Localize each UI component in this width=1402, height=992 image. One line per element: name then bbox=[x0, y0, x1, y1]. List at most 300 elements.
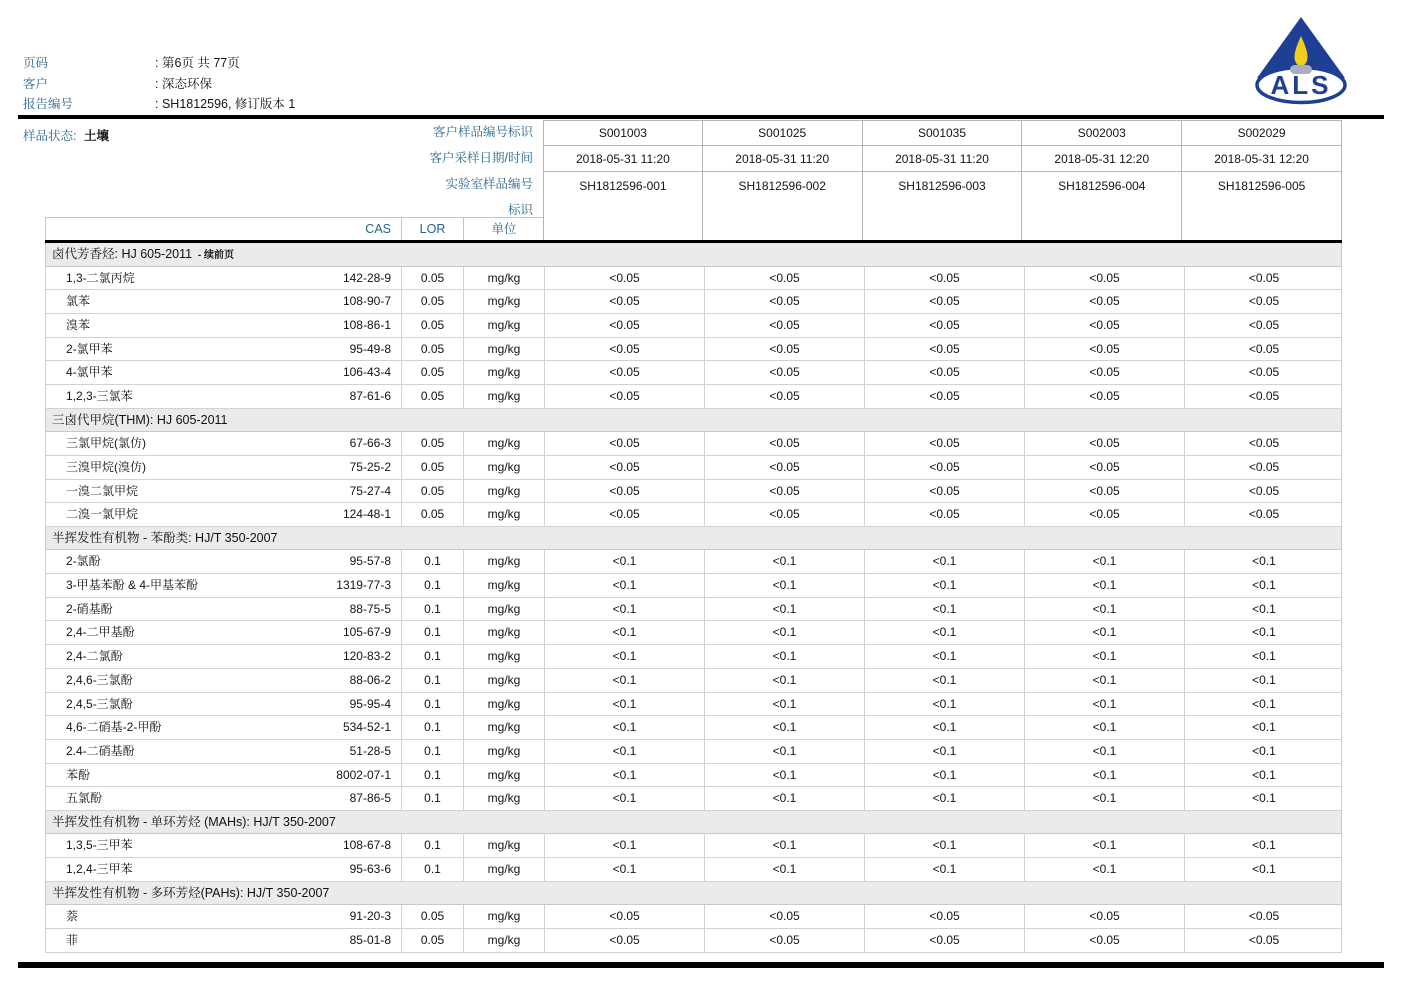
result-value: <0.05 bbox=[704, 338, 864, 361]
analyte-cell bbox=[46, 361, 401, 384]
result-value: <0.05 bbox=[544, 290, 704, 313]
lor-value: 0.05 bbox=[401, 385, 463, 408]
section-header bbox=[45, 811, 1342, 835]
cas-number: 124-48-1 bbox=[342, 507, 391, 522]
result-value: <0.05 bbox=[1024, 456, 1184, 479]
table-row bbox=[45, 645, 1342, 669]
result-value: <0.05 bbox=[704, 929, 864, 952]
result-value: <0.05 bbox=[544, 480, 704, 503]
result-value: <0.05 bbox=[1024, 385, 1184, 408]
page-number-value: : 第6页 共 77页 bbox=[155, 53, 240, 74]
analyte-cell bbox=[46, 693, 401, 716]
result-value: <0.1 bbox=[1184, 787, 1343, 810]
sampling-datetime: 2018-05-31 11:20 bbox=[544, 146, 702, 172]
result-value: <0.05 bbox=[1184, 480, 1343, 503]
page-number-label: 页码 bbox=[23, 56, 49, 70]
header-field-client bbox=[23, 74, 295, 95]
analyte-cell bbox=[46, 574, 401, 597]
result-value: <0.05 bbox=[544, 432, 704, 455]
lor-value: 0.05 bbox=[401, 456, 463, 479]
result-value: <0.1 bbox=[1024, 669, 1184, 692]
cas-number: 8002-07-1 bbox=[336, 767, 391, 782]
analyte-cell bbox=[46, 905, 401, 928]
analyte-name: 4,6-二硝基-2-甲酚 bbox=[66, 720, 162, 735]
lor-value: 0.05 bbox=[401, 480, 463, 503]
lab-sample-id-label: 实验室样品编号 bbox=[445, 177, 533, 191]
client-sample-id: S002029 bbox=[1182, 121, 1341, 146]
lor-value: 0.1 bbox=[401, 716, 463, 739]
result-value: <0.05 bbox=[864, 905, 1024, 928]
sample-status-value: 土壤 bbox=[83, 129, 109, 143]
lor-value: 0.1 bbox=[401, 693, 463, 716]
result-value: <0.1 bbox=[704, 621, 864, 644]
lor-value: 0.1 bbox=[401, 764, 463, 787]
result-value: <0.1 bbox=[1184, 858, 1343, 881]
result-value: <0.05 bbox=[1024, 929, 1184, 952]
lor-value: 0.1 bbox=[401, 574, 463, 597]
sample-column bbox=[863, 121, 1023, 240]
section-header bbox=[45, 527, 1342, 551]
result-value: <0.1 bbox=[1184, 740, 1343, 763]
result-value: <0.05 bbox=[1024, 267, 1184, 290]
result-value: <0.05 bbox=[704, 267, 864, 290]
analyte-name: 4-氯甲苯 bbox=[66, 365, 113, 380]
result-value: <0.05 bbox=[864, 361, 1024, 384]
result-value: <0.05 bbox=[864, 480, 1024, 503]
analyte-cell bbox=[46, 550, 401, 573]
bottom-rule bbox=[18, 962, 1384, 968]
table-row bbox=[45, 929, 1342, 953]
result-value: <0.1 bbox=[1184, 693, 1343, 716]
result-value: <0.05 bbox=[704, 385, 864, 408]
cas-number: 108-90-7 bbox=[342, 294, 391, 309]
lab-sample-id: SH1812596-001 bbox=[579, 179, 667, 193]
result-value: <0.1 bbox=[704, 787, 864, 810]
result-value: <0.1 bbox=[704, 834, 864, 857]
analyte-cell bbox=[46, 267, 401, 290]
result-value: <0.1 bbox=[1024, 621, 1184, 644]
result-value: <0.1 bbox=[1024, 858, 1184, 881]
result-value: <0.1 bbox=[864, 598, 1024, 621]
result-value: <0.05 bbox=[1024, 361, 1184, 384]
unit-value: mg/kg bbox=[463, 693, 544, 716]
result-value: <0.05 bbox=[1184, 456, 1343, 479]
result-value: <0.05 bbox=[1024, 905, 1184, 928]
lor-value: 0.05 bbox=[401, 503, 463, 526]
cas-number: 75-27-4 bbox=[349, 483, 391, 498]
result-value: <0.1 bbox=[704, 669, 864, 692]
analyte-cell bbox=[46, 929, 401, 952]
cas-number: 95-63-6 bbox=[349, 862, 391, 877]
result-value: <0.05 bbox=[1184, 314, 1343, 337]
unit-column-header: 单位 bbox=[463, 218, 544, 240]
result-value: <0.1 bbox=[704, 858, 864, 881]
client-sample-id: S001003 bbox=[544, 121, 702, 146]
unit-value: mg/kg bbox=[463, 267, 544, 290]
result-value: <0.05 bbox=[1184, 290, 1343, 313]
unit-value: mg/kg bbox=[463, 905, 544, 928]
result-value: <0.05 bbox=[544, 314, 704, 337]
client-label: 客户 bbox=[23, 76, 49, 91]
analyte-cell bbox=[46, 740, 401, 763]
cas-number: 95-57-8 bbox=[349, 554, 391, 569]
cas-number: 88-75-5 bbox=[349, 601, 391, 616]
unit-value: mg/kg bbox=[463, 669, 544, 692]
cas-column-header: CAS bbox=[365, 222, 391, 236]
analyte-name: 苯酚 bbox=[66, 767, 91, 782]
analyte-name: 3-甲基苯酚 & 4-甲基苯酚 bbox=[66, 578, 199, 593]
result-value: <0.1 bbox=[1184, 669, 1343, 692]
result-value: <0.05 bbox=[544, 929, 704, 952]
client-sample-id: S002003 bbox=[1022, 121, 1181, 146]
result-value: <0.1 bbox=[1024, 834, 1184, 857]
result-value: <0.05 bbox=[544, 456, 704, 479]
table-row bbox=[45, 550, 1342, 574]
analyte-cell bbox=[46, 432, 401, 455]
lor-value: 0.05 bbox=[401, 905, 463, 928]
analyte-cell bbox=[46, 503, 401, 526]
result-value: <0.05 bbox=[1184, 267, 1343, 290]
sampling-datetime: 2018-05-31 12:20 bbox=[1022, 146, 1181, 172]
cas-number: 85-01-8 bbox=[349, 933, 391, 947]
result-value: <0.1 bbox=[1184, 621, 1343, 644]
unit-value: mg/kg bbox=[463, 456, 544, 479]
result-value: <0.1 bbox=[1024, 764, 1184, 787]
result-value: <0.05 bbox=[704, 314, 864, 337]
result-value: <0.05 bbox=[1024, 432, 1184, 455]
result-value: <0.1 bbox=[1024, 574, 1184, 597]
analyte-name: 三氯甲烷(氯仿) bbox=[66, 436, 146, 451]
cas-number: 534-52-1 bbox=[342, 720, 391, 735]
analyte-cell bbox=[46, 716, 401, 739]
cas-number: 106-43-4 bbox=[342, 365, 391, 380]
result-value: <0.1 bbox=[864, 550, 1024, 573]
analyte-name: 2,4-二甲基酚 bbox=[66, 625, 135, 640]
table-row bbox=[45, 314, 1342, 338]
result-value: <0.05 bbox=[1184, 905, 1343, 928]
analyte-name: 1,2,3-三氯苯 bbox=[66, 388, 133, 403]
header-field-page bbox=[23, 53, 295, 74]
cas-number: 108-67-8 bbox=[342, 838, 391, 853]
result-value: <0.05 bbox=[544, 267, 704, 290]
analyte-name: 氯苯 bbox=[66, 294, 91, 309]
table-row bbox=[45, 764, 1342, 788]
section-header bbox=[45, 243, 1342, 267]
sample-status-label: 样品状态: bbox=[23, 129, 77, 143]
analyte-name: 1,3-二氯丙烷 bbox=[66, 270, 135, 285]
unit-value: mg/kg bbox=[463, 480, 544, 503]
result-value: <0.05 bbox=[864, 929, 1024, 952]
result-value: <0.1 bbox=[1024, 550, 1184, 573]
lor-column-header: LOR bbox=[401, 218, 463, 240]
table-row bbox=[45, 858, 1342, 882]
analyte-name: 2.4-二硝基酚 bbox=[66, 743, 135, 758]
cas-number: 108-86-1 bbox=[342, 317, 391, 332]
client-value: : 深态环保 bbox=[155, 74, 212, 95]
analyte-name: 2-氯酚 bbox=[66, 554, 101, 569]
unit-value: mg/kg bbox=[463, 929, 544, 952]
table-row bbox=[45, 503, 1342, 527]
analyte-name: 一溴二氯甲烷 bbox=[66, 483, 139, 498]
analyte-cell bbox=[46, 456, 401, 479]
lor-value: 0.1 bbox=[401, 834, 463, 857]
table-row bbox=[45, 267, 1342, 291]
result-value: <0.1 bbox=[1024, 740, 1184, 763]
unit-value: mg/kg bbox=[463, 361, 544, 384]
logo-text: ALS bbox=[1270, 70, 1332, 100]
unit-value: mg/kg bbox=[463, 787, 544, 810]
table-row bbox=[45, 432, 1342, 456]
result-value: <0.1 bbox=[864, 716, 1024, 739]
unit-value: mg/kg bbox=[463, 314, 544, 337]
lor-value: 0.05 bbox=[401, 432, 463, 455]
analyte-cell bbox=[46, 290, 401, 313]
cas-number: 95-49-8 bbox=[349, 341, 391, 356]
result-value: <0.05 bbox=[704, 290, 864, 313]
result-value: <0.1 bbox=[704, 740, 864, 763]
result-value: <0.05 bbox=[864, 267, 1024, 290]
analyte-cell bbox=[46, 598, 401, 621]
unit-value: mg/kg bbox=[463, 621, 544, 644]
sampling-datetime-label: 客户采样日期/时间 bbox=[429, 151, 533, 165]
unit-value: mg/kg bbox=[463, 550, 544, 573]
result-value: <0.1 bbox=[544, 574, 704, 597]
table-row bbox=[45, 385, 1342, 409]
lor-value: 0.1 bbox=[401, 621, 463, 644]
unit-value: mg/kg bbox=[463, 574, 544, 597]
report-number-value: : SH1812596, 修订版本 1 bbox=[155, 94, 295, 115]
analyte-cell bbox=[46, 834, 401, 857]
section-header bbox=[45, 409, 1342, 433]
analyte-name: 2-氯甲苯 bbox=[66, 341, 113, 356]
result-value: <0.05 bbox=[1184, 338, 1343, 361]
unit-value: mg/kg bbox=[463, 716, 544, 739]
unit-value: mg/kg bbox=[463, 385, 544, 408]
unit-value: mg/kg bbox=[463, 764, 544, 787]
result-value: <0.1 bbox=[544, 645, 704, 668]
result-value: <0.1 bbox=[544, 764, 704, 787]
analyte-cell bbox=[46, 621, 401, 644]
result-value: <0.1 bbox=[544, 693, 704, 716]
lab-sample-id: SH1812596-004 bbox=[1058, 179, 1146, 193]
analyte-cell bbox=[46, 314, 401, 337]
cas-number: 105-67-9 bbox=[342, 625, 391, 640]
analyte-name: 萘 bbox=[66, 909, 79, 924]
cas-number: 120-83-2 bbox=[342, 649, 391, 664]
cas-number: 1319-77-3 bbox=[336, 578, 391, 593]
client-sample-id-label: 客户样品编号标识 bbox=[432, 125, 533, 139]
sample-status bbox=[23, 126, 109, 144]
report-header bbox=[23, 53, 295, 115]
result-value: <0.05 bbox=[1184, 385, 1343, 408]
analyte-name: 菲 bbox=[66, 933, 79, 947]
result-value: <0.1 bbox=[704, 716, 864, 739]
analyte-column-headers bbox=[45, 217, 543, 240]
analyte-name: 二溴一氯甲烷 bbox=[66, 507, 139, 522]
analyte-name: 三溴甲烷(溴仿) bbox=[66, 459, 146, 474]
analyte-name: 五氯酚 bbox=[66, 791, 103, 806]
mark-label: 标识 bbox=[507, 203, 533, 217]
unit-value: mg/kg bbox=[463, 290, 544, 313]
cas-number: 87-61-6 bbox=[349, 388, 391, 403]
result-value: <0.05 bbox=[704, 905, 864, 928]
lab-sample-id: SH1812596-002 bbox=[738, 179, 826, 193]
result-value: <0.05 bbox=[704, 456, 864, 479]
result-value: <0.1 bbox=[864, 787, 1024, 810]
analyte-name: 1,2,4-三甲苯 bbox=[66, 862, 133, 877]
result-value: <0.1 bbox=[864, 764, 1024, 787]
table-row bbox=[45, 338, 1342, 362]
result-value: <0.1 bbox=[544, 740, 704, 763]
analyte-cell bbox=[46, 787, 401, 810]
result-value: <0.1 bbox=[1024, 716, 1184, 739]
cas-number: 142-28-9 bbox=[342, 270, 391, 285]
sample-column bbox=[543, 121, 703, 240]
unit-value: mg/kg bbox=[463, 740, 544, 763]
result-value: <0.05 bbox=[864, 432, 1024, 455]
lab-sample-id: SH1812596-003 bbox=[898, 179, 986, 193]
table-row bbox=[45, 905, 1342, 929]
unit-value: mg/kg bbox=[463, 858, 544, 881]
analyte-cell bbox=[46, 480, 401, 503]
cas-number: 91-20-3 bbox=[349, 909, 391, 924]
result-value: <0.1 bbox=[864, 574, 1024, 597]
analyte-name: 2,4,6-三氯酚 bbox=[66, 672, 133, 687]
sampling-datetime: 2018-05-31 11:20 bbox=[863, 146, 1022, 172]
table-row bbox=[45, 787, 1342, 811]
section-title: 卤代芳香烃: HJ 605-2011 bbox=[52, 247, 193, 261]
sampling-datetime: 2018-05-31 12:20 bbox=[1182, 146, 1341, 172]
lor-value: 0.1 bbox=[401, 598, 463, 621]
result-value: <0.1 bbox=[544, 858, 704, 881]
result-value: <0.1 bbox=[864, 834, 1024, 857]
top-rule bbox=[18, 115, 1384, 119]
lor-value: 0.1 bbox=[401, 645, 463, 668]
unit-value: mg/kg bbox=[463, 503, 544, 526]
result-value: <0.1 bbox=[1184, 834, 1343, 857]
result-value: <0.05 bbox=[864, 314, 1024, 337]
report-number-label: 报告编号 bbox=[23, 97, 74, 111]
table-row bbox=[45, 290, 1342, 314]
unit-value: mg/kg bbox=[463, 598, 544, 621]
table-row bbox=[45, 361, 1342, 385]
result-value: <0.05 bbox=[1184, 432, 1343, 455]
lor-value: 0.1 bbox=[401, 669, 463, 692]
lor-value: 0.05 bbox=[401, 290, 463, 313]
lor-value: 0.05 bbox=[401, 314, 463, 337]
analyte-name: 2-硝基酚 bbox=[66, 601, 113, 616]
result-value: <0.05 bbox=[1184, 503, 1343, 526]
result-value: <0.05 bbox=[864, 456, 1024, 479]
result-value: <0.1 bbox=[1184, 598, 1343, 621]
result-value: <0.05 bbox=[1024, 503, 1184, 526]
cas-number: 67-66-3 bbox=[349, 436, 391, 451]
result-value: <0.05 bbox=[704, 503, 864, 526]
lor-value: 0.05 bbox=[401, 267, 463, 290]
lor-value: 0.1 bbox=[401, 858, 463, 881]
analyte-name: 2,4-二氯酚 bbox=[66, 649, 123, 664]
result-value: <0.05 bbox=[544, 361, 704, 384]
als-logo-icon bbox=[1254, 14, 1348, 108]
table-row bbox=[45, 456, 1342, 480]
section-title: 半挥发性有机物 - 单环芳烃 (MAHs): HJ/T 350-2007 bbox=[52, 814, 336, 829]
result-value: <0.1 bbox=[704, 645, 864, 668]
result-value: <0.1 bbox=[544, 621, 704, 644]
sample-header-row-labels bbox=[250, 120, 533, 223]
results-table-body bbox=[45, 243, 1342, 953]
result-value: <0.05 bbox=[864, 503, 1024, 526]
result-value: <0.05 bbox=[544, 338, 704, 361]
result-value: <0.05 bbox=[704, 480, 864, 503]
client-sample-id: S001035 bbox=[863, 121, 1022, 146]
sampling-datetime: 2018-05-31 11:20 bbox=[703, 146, 862, 172]
result-value: <0.1 bbox=[864, 669, 1024, 692]
result-value: <0.1 bbox=[864, 693, 1024, 716]
result-value: <0.1 bbox=[1024, 693, 1184, 716]
result-value: <0.05 bbox=[1024, 314, 1184, 337]
analyte-cell bbox=[46, 858, 401, 881]
cas-number: 88-06-2 bbox=[349, 672, 391, 687]
result-value: <0.1 bbox=[704, 574, 864, 597]
lor-value: 0.1 bbox=[401, 787, 463, 810]
section-header bbox=[45, 882, 1342, 906]
lor-value: 0.1 bbox=[401, 740, 463, 763]
result-value: <0.05 bbox=[704, 432, 864, 455]
section-continued-note: - 续前页 bbox=[195, 250, 234, 261]
result-value: <0.1 bbox=[864, 740, 1024, 763]
unit-value: mg/kg bbox=[463, 338, 544, 361]
analyte-name: 2,4,5-三氯酚 bbox=[66, 696, 133, 711]
result-value: <0.1 bbox=[544, 598, 704, 621]
analyte-cell bbox=[46, 764, 401, 787]
table-row bbox=[45, 621, 1342, 645]
result-value: <0.1 bbox=[1184, 716, 1343, 739]
result-value: <0.05 bbox=[1024, 290, 1184, 313]
result-value: <0.05 bbox=[1024, 480, 1184, 503]
result-value: <0.1 bbox=[864, 858, 1024, 881]
lor-value: 0.05 bbox=[401, 338, 463, 361]
result-value: <0.1 bbox=[1024, 598, 1184, 621]
result-value: <0.05 bbox=[1184, 361, 1343, 384]
lor-value: 0.1 bbox=[401, 550, 463, 573]
result-value: <0.1 bbox=[704, 598, 864, 621]
analyte-name: 溴苯 bbox=[66, 317, 91, 332]
result-value: <0.05 bbox=[704, 361, 864, 384]
result-value: <0.1 bbox=[864, 621, 1024, 644]
lor-value: 0.05 bbox=[401, 361, 463, 384]
table-row bbox=[45, 480, 1342, 504]
result-value: <0.1 bbox=[1184, 764, 1343, 787]
result-value: <0.1 bbox=[704, 550, 864, 573]
result-value: <0.1 bbox=[544, 550, 704, 573]
result-value: <0.1 bbox=[1184, 550, 1343, 573]
unit-value: mg/kg bbox=[463, 834, 544, 857]
result-value: <0.05 bbox=[544, 503, 704, 526]
cas-number: 51-28-5 bbox=[349, 743, 391, 758]
section-title: 三卤代甲烷(THM): HJ 605-2011 bbox=[52, 412, 228, 427]
result-value: <0.1 bbox=[704, 764, 864, 787]
sample-column bbox=[1182, 121, 1342, 240]
result-value: <0.1 bbox=[544, 669, 704, 692]
result-value: <0.1 bbox=[704, 693, 864, 716]
result-value: <0.1 bbox=[1024, 645, 1184, 668]
section-title: 半挥发性有机物 - 苯酚类: HJ/T 350-2007 bbox=[52, 530, 278, 545]
sample-column bbox=[1022, 121, 1182, 240]
table-row bbox=[45, 693, 1342, 717]
analyte-cell bbox=[46, 669, 401, 692]
result-value: <0.1 bbox=[544, 834, 704, 857]
result-value: <0.1 bbox=[864, 645, 1024, 668]
